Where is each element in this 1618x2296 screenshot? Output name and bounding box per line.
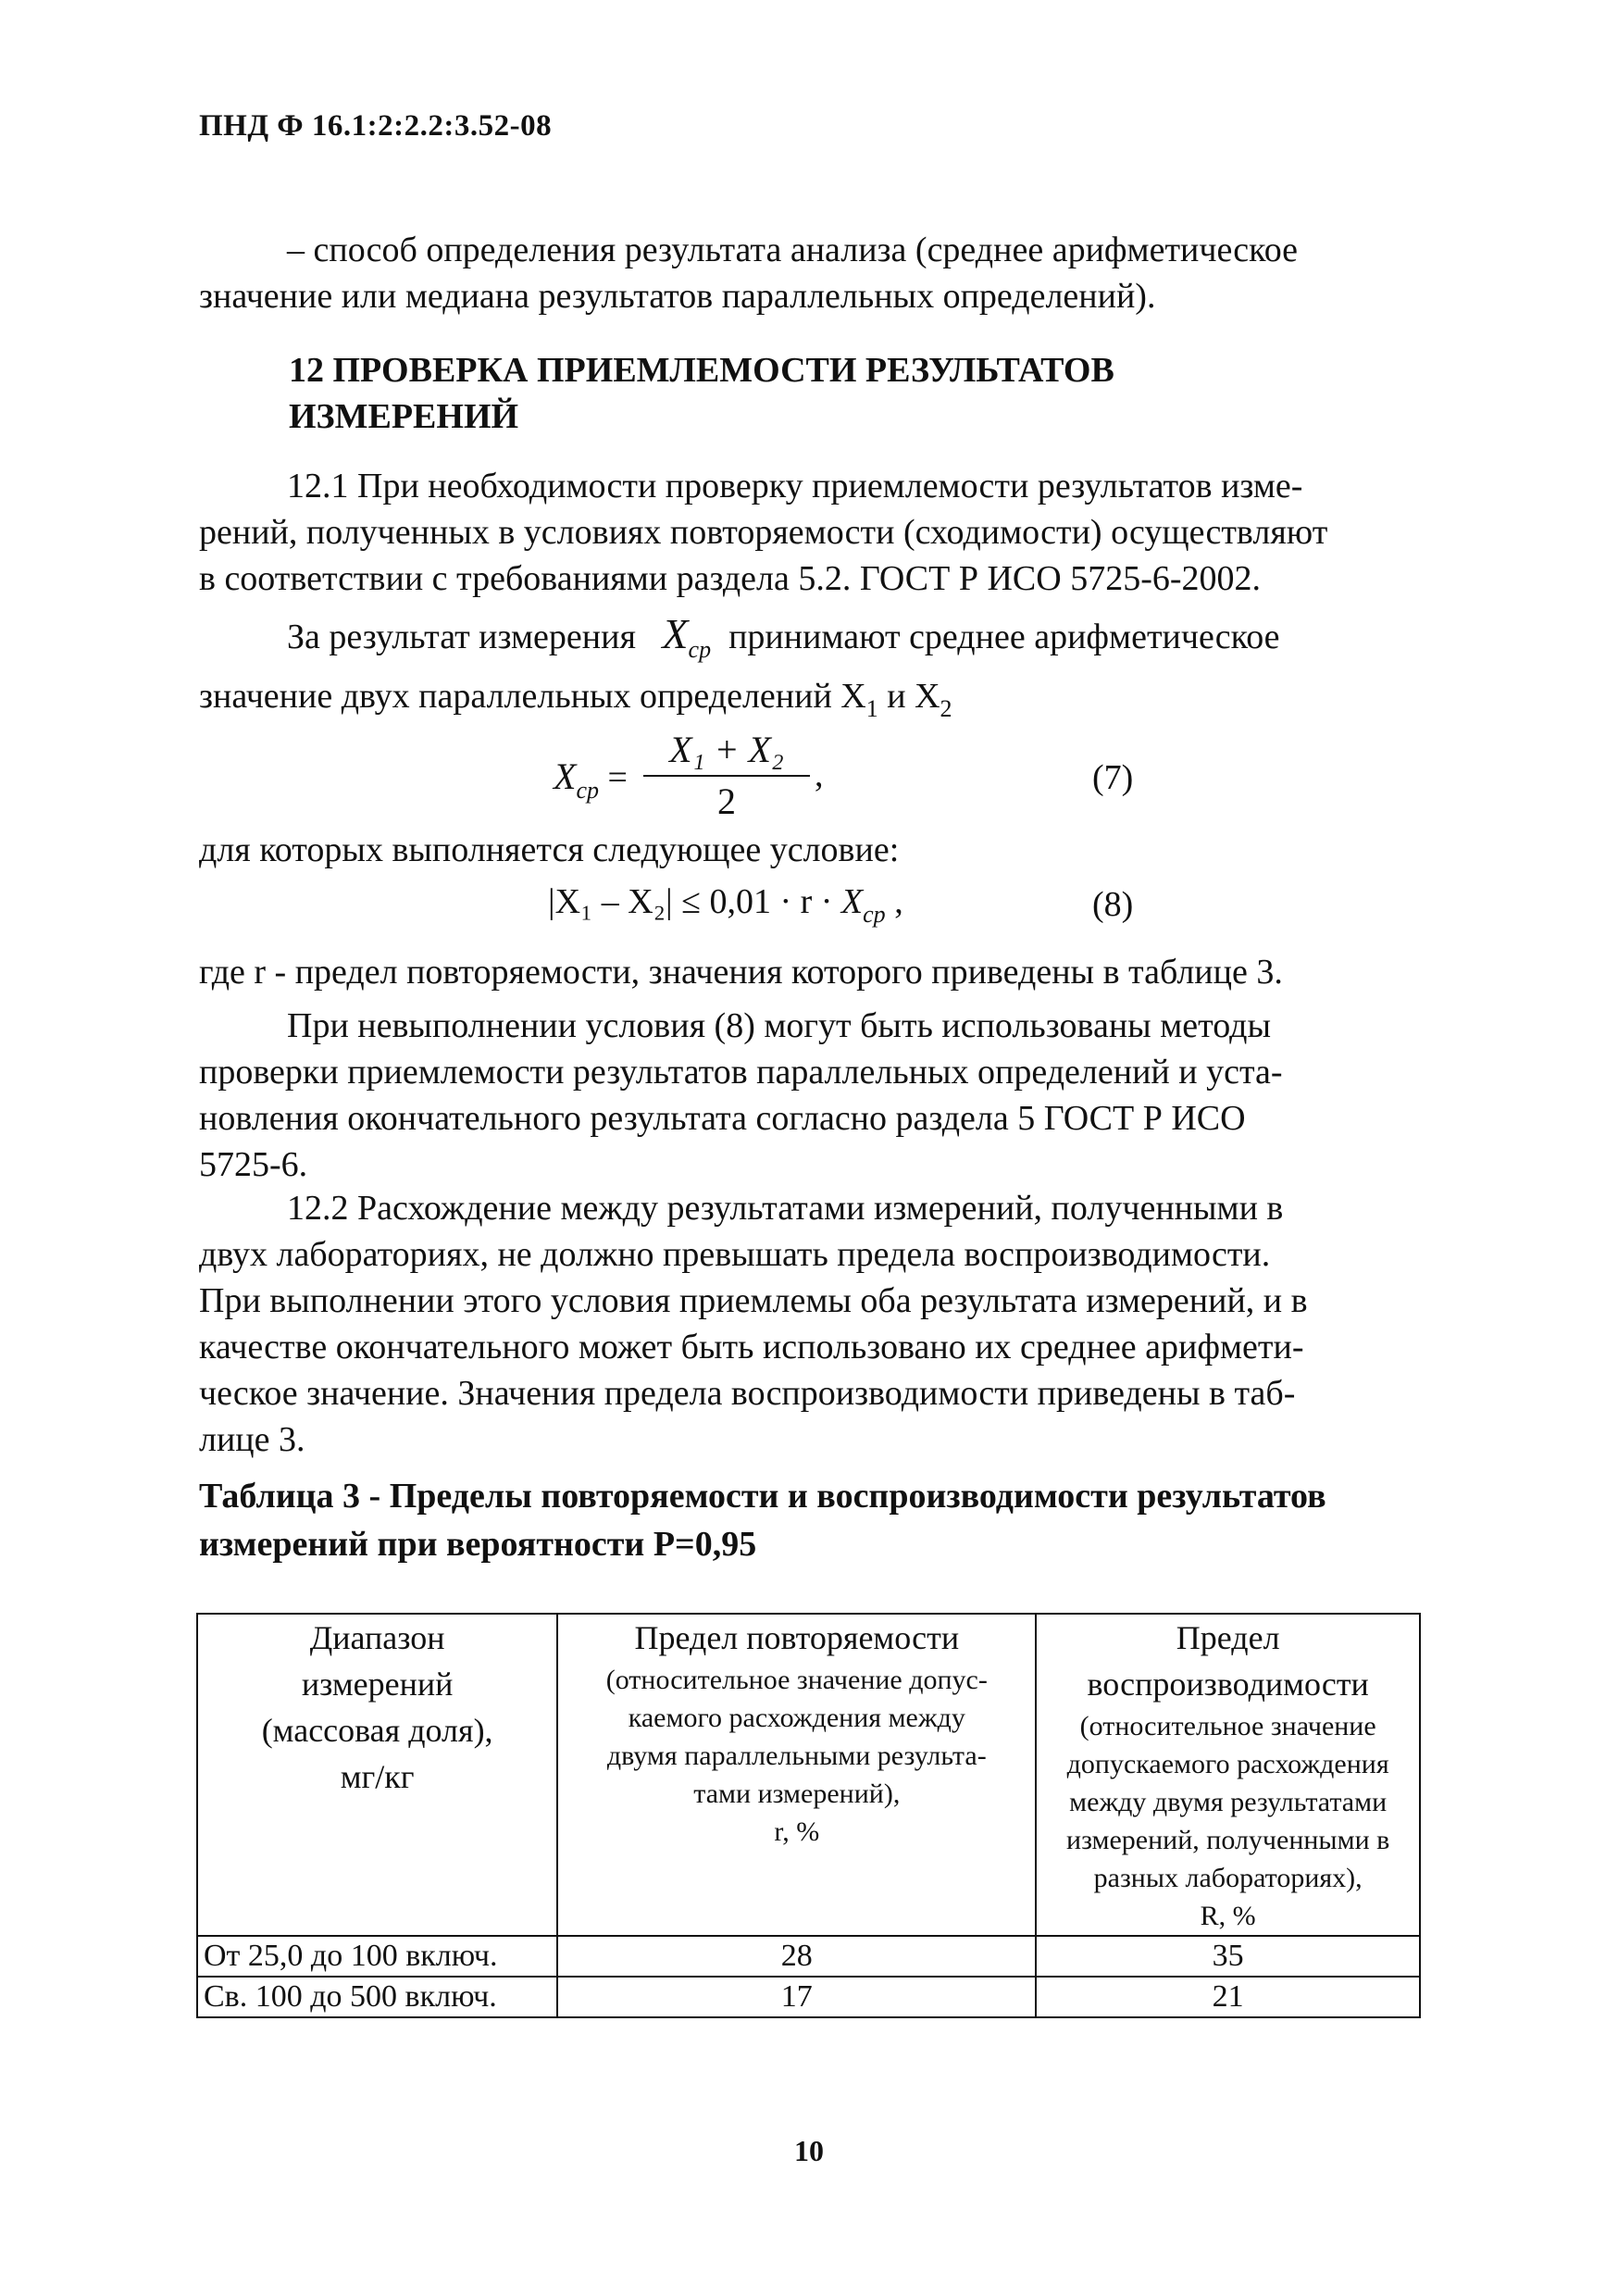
- paragraph-line: ческое значение. Значения предела воспроизводимости приведены в таб-: [199, 1374, 1296, 1413]
- section-heading-line: 12 ПРОВЕРКА ПРИЕМЛЕМОСТИ РЕЗУЛЬТАТОВ: [289, 351, 1114, 390]
- header-line: двумя параллельными результа-: [606, 1741, 987, 1771]
- header-line: Диапазон: [309, 1619, 445, 1656]
- paragraph-line: 12.1 При необходимости проверку приемлемости результатов изме-: [287, 467, 1303, 505]
- header-line: между двумя результатами: [1069, 1787, 1388, 1817]
- intro-line: – способ определения результата анализа (среднее арифметическое: [287, 231, 1299, 269]
- paragraph-result: [199, 611, 1402, 732]
- text-fragment: За результат измерения: [287, 618, 636, 656]
- header-line: (массовая доля),: [261, 1712, 493, 1749]
- paragraph-line: проверки приемлемости результатов параллельных определений и уста-: [199, 1053, 1283, 1092]
- fraction-bar: [643, 775, 810, 777]
- table-row: [197, 1936, 1420, 1977]
- page-number: 10: [794, 2134, 824, 2167]
- cell-reproducibility: 35: [1036, 1936, 1420, 1977]
- header-line: измерений: [301, 1666, 454, 1703]
- fraction-numerator: X₁ + X₂: [669, 729, 784, 770]
- math-subscript: ср: [576, 777, 599, 804]
- header-line: тами измерений),: [693, 1778, 901, 1809]
- header-line: измерений, полученными в: [1066, 1825, 1390, 1855]
- formula-7-lhs: [554, 755, 628, 805]
- math-subscript: ср: [688, 636, 712, 663]
- paragraph-line: 12.2 Расхождение между результатами измерений, полученными в: [287, 1189, 1284, 1228]
- table-header-row: [197, 1614, 1420, 1936]
- where-text: [199, 949, 1402, 995]
- paragraph-line: 5725-6.: [199, 1145, 308, 1184]
- table-caption: [199, 1472, 1421, 1568]
- paragraph-line: При невыполнении условия (8) могут быть использованы методы: [287, 1006, 1271, 1045]
- header-line: (относительное значение допус-: [605, 1665, 988, 1695]
- cell-reproducibility: 21: [1036, 1977, 1420, 2017]
- paragraph-line: При выполнении этого условия приемлемы оба результата измерений, и в: [199, 1281, 1308, 1320]
- paragraph-12-2: [199, 1185, 1402, 1463]
- paragraph-fail: [199, 1003, 1402, 1188]
- text-fragment: значение двух параллельных определений X: [199, 677, 866, 716]
- table-caption-line: Таблица 3 - Пределы повторяемости и воспроизводимости результатов: [199, 1477, 1326, 1516]
- paragraph-line: двух лабораториях, не должно превышать предела воспроизводимости.: [199, 1235, 1271, 1274]
- intro-line: значение или медиана результатов параллельных определений).: [199, 277, 1156, 316]
- header-line: разных лабораториях),: [1093, 1863, 1363, 1893]
- paragraph-line: [199, 611, 1402, 673]
- equation-number-7: (7): [1092, 758, 1134, 797]
- header-line: (относительное значение: [1079, 1711, 1376, 1741]
- formula-7-tail: ,: [815, 755, 824, 794]
- paragraph-line: где r - предел повторяемости, значения которого приведены в таблице 3.: [199, 953, 1283, 992]
- paragraph-line: качестве окончательного может быть использовано их среднее арифмети-: [199, 1328, 1304, 1366]
- header-reproducibility: [1036, 1614, 1420, 1936]
- math-subscript: 1: [865, 695, 878, 722]
- header-repeatability: [557, 1614, 1036, 1936]
- formula-8: [548, 881, 903, 929]
- paragraph-line: в соответствии с требованиями раздела 5.2. ГОСТ Р ИСО 5725-6-2002.: [199, 559, 1262, 598]
- math-variable: X: [840, 882, 864, 921]
- header-line: мг/кг: [340, 1758, 415, 1795]
- cell-range: Св. 100 до 500 включ.: [197, 1977, 557, 2017]
- math-expression: |X₁ – X₂| ≤ 0,01 · r ·: [548, 882, 841, 921]
- header-line: R, %: [1200, 1901, 1256, 1931]
- fraction-denominator: 2: [717, 780, 736, 822]
- cell-repeatability: 28: [557, 1936, 1036, 1977]
- intro-paragraph: [199, 227, 1402, 319]
- paragraph-line: новления окончательного результата согласно раздела 5 ГОСТ Р ИСО: [199, 1099, 1246, 1138]
- paragraph-line: лице 3.: [199, 1420, 305, 1459]
- paragraph-line: рений, полученных в условиях повторяемости (сходимости) осуществляют: [199, 513, 1328, 552]
- header-line: Предел повторяемости: [634, 1619, 960, 1656]
- header-line: r, %: [774, 1816, 820, 1847]
- condition-text: [199, 827, 1402, 873]
- equation-number-8: (8): [1092, 885, 1134, 924]
- math-variable: X: [554, 755, 577, 797]
- math-subscript: 2: [940, 695, 952, 722]
- section-heading: [289, 347, 1114, 440]
- document-header: ПНД Ф 16.1:2:2.2:3.52-08: [199, 109, 553, 143]
- math-tail: ,: [885, 882, 903, 921]
- section-heading-line: ИЗМЕРЕНИЙ: [289, 397, 519, 436]
- paragraph-line: для которых выполняется следующее условие:: [199, 830, 900, 869]
- table-row: [197, 1977, 1420, 2017]
- math-variable: X: [662, 610, 689, 657]
- text-fragment: принимают среднее арифметическое: [728, 618, 1280, 656]
- header-line: каемого расхождения между: [628, 1703, 965, 1733]
- math-equals: =: [598, 758, 628, 797]
- cell-range: От 25,0 до 100 включ.: [197, 1936, 557, 1977]
- cell-repeatability: 17: [557, 1977, 1036, 2017]
- math-subscript: ср: [863, 901, 886, 928]
- paragraph-line: [199, 673, 1402, 732]
- paragraph-12-1: [199, 463, 1402, 602]
- formula-7-fraction: [643, 727, 810, 825]
- header-line: воспроизводимости: [1087, 1666, 1369, 1703]
- table-caption-line: измерений при вероятности P=0,95: [199, 1525, 757, 1564]
- text-fragment: и X: [877, 677, 940, 716]
- header-line: допускаемого расхождения: [1066, 1749, 1389, 1779]
- header-range: [197, 1614, 557, 1936]
- header-line: Предел: [1176, 1619, 1280, 1656]
- limits-table: [196, 1613, 1421, 2018]
